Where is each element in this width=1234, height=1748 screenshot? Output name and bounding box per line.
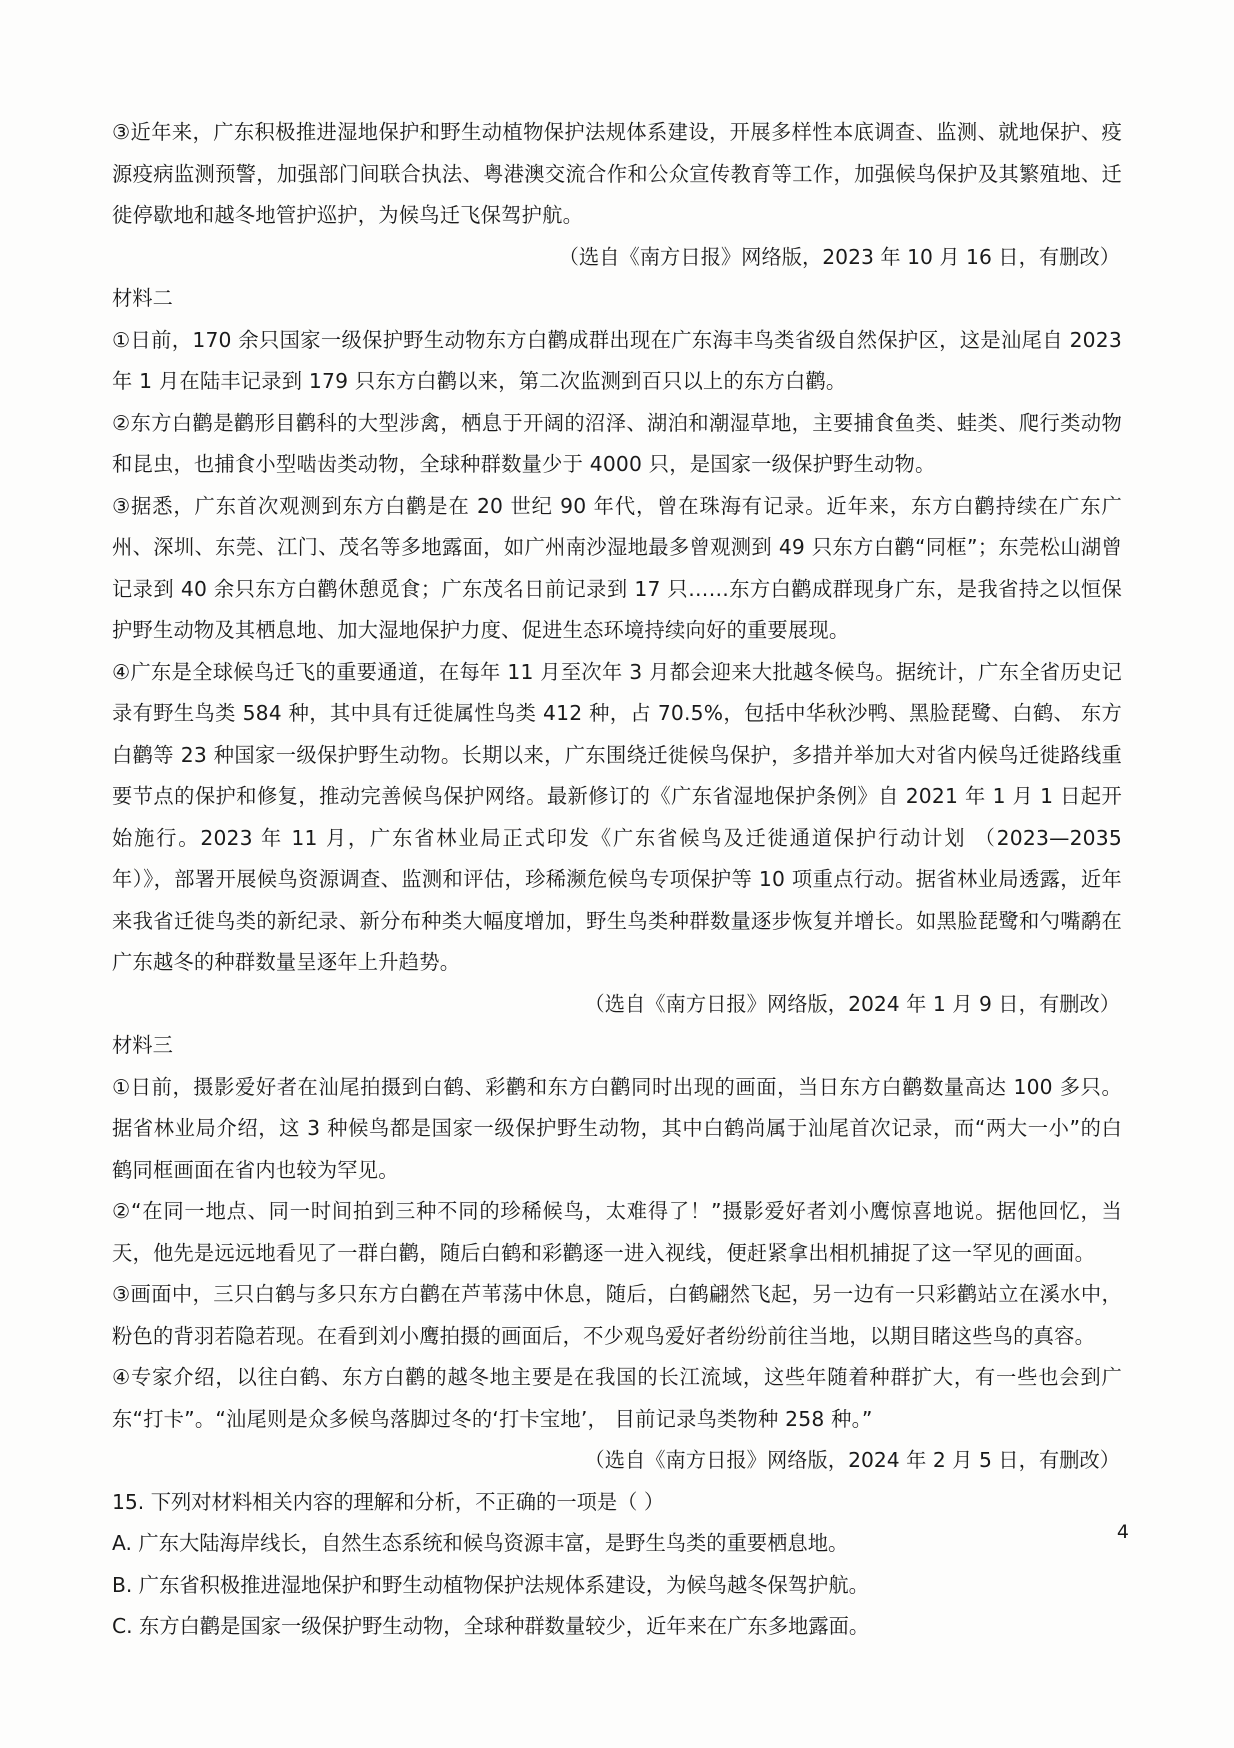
material-two-paragraph-2: ②东方白鹳是鹳形目鹳科的大型涉禽，栖息于开阔的沼泽、湖泊和潮湿草地，主要捕食鱼类、蛙类、爬行类动物和昆虫，也捕食小型啮齿类动物，全球种群数量少于 4000 只，是国家一级保护野生动物。: [112, 410, 1122, 476]
material-three-heading: 材料三: [112, 1033, 173, 1057]
material-three-source: （选自《南方日报》网络版，2024 年 2 月 5 日，有删改）: [584, 1448, 1120, 1472]
question-15-option-b[interactable]: B. 广东省积极推进湿地保护和野生动植物保护法规体系建设，为候鸟越冬保驾护航。: [112, 1572, 869, 1597]
material-two-heading: 材料二: [112, 286, 173, 310]
question-15-stem: 15. 下列对材料相关内容的理解和分析，不正确的一项是（ ）: [112, 1489, 665, 1514]
material-three-paragraph-3: ③画面中，三只白鹤与多只东方白鹳在芦苇荡中休息，随后，白鹤翩然飞起，另一边有一只彩鹳站立在溪水中，粉色的背羽若隐若现。在看到刘小鹰拍摄的画面后，不少观鸟爱好者纷纷前往当地，以期目睹这些鸟的真容。: [112, 1282, 1122, 1348]
material-two-paragraph-3: ③据悉，广东首次观测到东方白鹳是在 20 世纪 90 年代，曾在珠海有记录。近年来，东方白鹳持续在广东广州、深圳、东莞、江门、茂名等多地露面，如广州南沙湿地最多曾观测到 49 只东方白鹳“同框”；东莞松山湖曾记录到 40 余只东方白鹳休憩觅食；广东茂名日前记录到 17 只……东方白鹳成群现身广东，是我省持之以恒保护野生动物及其栖息地、加大湿地保护力度、促进生态环境持续向好的重要展现。: [112, 493, 1122, 642]
material-two-paragraph-4: ④广东是全球候鸟迁飞的重要通道，在每年 11 月至次年 3 月都会迎来大批越冬候鸟。据统计，广东全省历史记录有野生鸟类 584 种，其中具有迁徙属性鸟类 412 种，占 70.5%，包括中华秋沙鸭、黑脸琵鹭、白鹤、 东方白鹳等 23 种国家一级保护野生动物。长期以来，广东围绕迁徙候鸟保护，多措并举加大对省内候鸟迁徙路线重要节点的保护和修复，推动完善候鸟保护网络。最新修订的《广东省湿地保护条例》自 2021 年 1 月 1 日起开始施行。2023 年 11 月，广东省林业局正式印发《广东省候鸟及迁徙通道保护行动计划 （2023—2035 年）》，部署开展候鸟资源调查、监测和评估，珍稀濒危候鸟专项保护等 10 项重点行动。据省林业局透露，近年来我省迁徙鸟类的新纪录、新分布种类大幅度增加，野生鸟类种群数量逐步恢复并增长。如黑脸琵鹭和勺嘴鹬在广东越冬的种群数量呈逐年上升趋势。: [112, 659, 1122, 974]
page-content: [112, 112, 1122, 1648]
material-one-paragraph-3: ③近年来，广东积极推进湿地保护和野生动植物保护法规体系建设，开展多样性本底调查、监测、就地保护、疫源疫病监测预警，加强部门间联合执法、粤港澳交流合作和公众宣传教育等工作，加强候鸟保护及其繁殖地、迁徙停歇地和越冬地管护巡护，为候鸟迁飞保驾护航。: [112, 120, 1122, 227]
page-number: 4: [1116, 1521, 1129, 1543]
material-two-source: （选自《南方日报》网络版，2024 年 1 月 9 日，有删改）: [584, 991, 1120, 1016]
material-one-source: （选自《南方日报》网络版，2023 年 10 月 16 日，有删改）: [558, 244, 1120, 269]
material-two-paragraph-1: ①日前，170 余只国家一级保护野生动物东方白鹳成群出现在广东海丰鸟类省级自然保护区，这是汕尾自 2023 年 1 月在陆丰记录到 179 只东方白鹳以来，第二次监测到百只以上的东方白鹳。: [112, 327, 1122, 393]
material-three-paragraph-1: ①日前，摄影爱好者在汕尾拍摄到白鹤、彩鹳和东方白鹳同时出现的画面，当日东方白鹳数量高达 100 多只。据省林业局介绍，这 3 种候鸟都是国家一级保护野生动物，其中白鹤尚属于汕尾首次记录，而“两大一小”的白鹤同框画面在省内也较为罕见。: [112, 1074, 1122, 1182]
material-three-paragraph-2: ②“在同一地点、同一时间拍到三种不同的珍稀候鸟，太难得了！”摄影爱好者刘小鹰惊喜地说。据他回忆，当天，他先是远远地看见了一群白鹳，随后白鹤和彩鹳逐一进入视线，便赶紧拿出相机捕捉了这一罕见的画面。: [112, 1199, 1122, 1265]
question-15-option-a[interactable]: A. 广东大陆海岸线长，自然生态系统和候鸟资源丰富，是野生鸟类的重要栖息地。: [112, 1531, 849, 1555]
question-15-option-c[interactable]: C. 东方白鹳是国家一级保护野生动物，全球种群数量较少，近年来在广东多地露面。: [112, 1614, 870, 1638]
material-three-paragraph-4: ④专家介绍，以往白鹤、东方白鹳的越冬地主要是在我国的长江流域，这些年随着种群扩大，有一些也会到广东“打卡”。“汕尾则是众多候鸟落脚过冬的‘打卡宝地’， 目前记录鸟类物种 258 种。”: [112, 1365, 1122, 1431]
